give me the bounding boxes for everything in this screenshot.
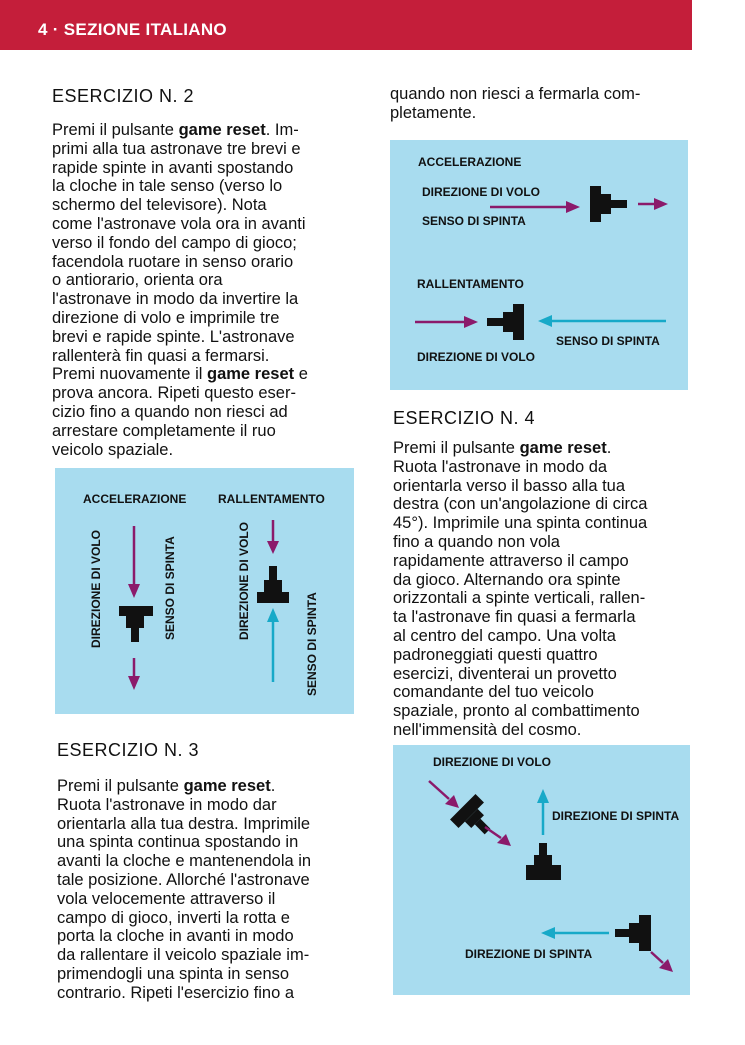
text-line: brevi e rapide spinte. L'astronave	[52, 327, 295, 346]
separator: ·	[52, 20, 59, 39]
text-line: come l'astronave vola ora in avanti	[52, 214, 306, 233]
text-line: veicolo spaziale.	[52, 440, 174, 459]
text-line: Premi il pulsante game reset.	[57, 777, 276, 795]
text-line: rapide spinte in avanti spostando	[52, 158, 294, 177]
page-number: 4	[38, 20, 48, 39]
spaceship-icon-right	[590, 186, 627, 222]
text-line: fino a quando non vola	[393, 532, 560, 551]
exercise-4-text	[393, 439, 693, 740]
text-line: nell'immensità del cosmo.	[393, 720, 582, 739]
text-line: orizzontali a spinte verticali, rallen-	[393, 589, 646, 608]
text-line: vola velocemente attraverso il	[57, 889, 276, 908]
thrust-label-1: SENSO DI SPINTA	[163, 536, 177, 640]
exercise-2-text	[52, 121, 352, 459]
text-line: verso il fondo del campo di gioco;	[52, 233, 297, 252]
spaceship-icon-inverted	[257, 566, 289, 603]
purple-arrow-diagonal-3	[651, 952, 663, 963]
thrust-up-label-c: DIREZIONE DI SPINTA	[552, 809, 680, 823]
spaceship-icon-right-c	[615, 915, 651, 951]
exercise-3-continuation	[390, 85, 690, 123]
text-line: rapidamente attraverso il campo	[393, 551, 629, 570]
text-line: facendola ruotare in senso orario	[52, 252, 294, 271]
text-line: arrestare completamente il ruo	[52, 421, 276, 440]
spaceship-icon-diagonal	[450, 794, 500, 844]
text-line: spaziale, pronto al combattimento	[393, 702, 640, 721]
text-line: 45°). Imprimile una spinta continua	[393, 514, 648, 533]
text-line: orientarla alla tua destra. Imprimile	[57, 814, 311, 833]
text-line: l'astronave in modo da invertire la	[52, 290, 299, 309]
text-line: pletamente.	[390, 103, 477, 122]
thrust-label-2: SENSO DI SPINTA	[305, 592, 319, 696]
text-line: schermo del televisore). Nota	[52, 196, 267, 215]
text-line: Premi il pulsante game reset. Im-	[52, 121, 299, 139]
text-line: direzione di volo e imprimile tre	[52, 308, 280, 327]
text-line: orientarla verso il basso alla tua	[393, 476, 626, 495]
text-line: prova ancora. Ripeti questo eser-	[52, 384, 296, 403]
decel-label-b: RALLENTAMENTO	[417, 277, 524, 291]
exercise-3-text	[57, 777, 362, 1003]
text-line: comandante del tuo veicolo	[393, 683, 594, 702]
flight-dir-label-2: DIREZIONE DI VOLO	[237, 521, 251, 640]
purple-arrow-diagonal-2	[485, 827, 501, 838]
text-line: rallenterà fin quasi a fermarsi.	[52, 346, 270, 365]
exercise-3-heading: ESERCIZIO N. 3	[57, 740, 200, 760]
thrust-label-b: SENSO DI SPINTA	[422, 214, 526, 228]
text-line: contrario. Ripeti l'esercizio fino a	[57, 983, 295, 1002]
text-line: esercizi, diventerai un provetto	[393, 664, 617, 683]
thrust-left-label-c: DIREZIONE DI SPINTA	[465, 947, 593, 961]
text-line: destra (con un'angolazione di circa	[393, 495, 648, 514]
text-line: campo di gioco, inverti la rotta e	[57, 908, 290, 927]
exercise-2-heading: ESERCIZIO N. 2	[52, 86, 195, 106]
spaceship-icon-left	[487, 304, 524, 340]
section-header-text	[38, 20, 227, 40]
text-line: padroneggiati questi quattro	[393, 645, 598, 664]
flight-dir-label-1: DIREZIONE DI VOLO	[89, 529, 103, 648]
diagram-diagonal-thrust	[393, 745, 690, 995]
flight-dir-label-c: DIREZIONE DI VOLO	[433, 755, 552, 769]
text-line: quando non riesci a fermarla com-	[390, 85, 641, 103]
text-line: una spinta continua spostando in	[57, 833, 299, 852]
text-line: ta l'astronave fin quasi a fermarla	[393, 608, 636, 627]
text-line: da rallentare il veicolo spaziale im-	[57, 946, 310, 965]
spaceship-icon-center	[526, 843, 561, 880]
text-line: Premi il pulsante game reset.	[393, 439, 612, 457]
text-line: Premi nuovamente il game reset e	[52, 365, 308, 384]
text-line: Ruota l'astronave in modo dar	[57, 795, 277, 814]
flight-dir-label-b: DIREZIONE DI VOLO	[422, 185, 541, 199]
exercise-4-heading: ESERCIZIO N. 4	[393, 408, 536, 428]
diagram-horizontal-thrust	[390, 140, 688, 390]
text-line: o antiorario, orienta ora	[52, 271, 223, 290]
text-line: tale posizione. Allorché l'astronave	[57, 870, 310, 889]
text-line: la cloche in tale senso (verso lo	[52, 177, 283, 196]
text-line: porta la cloche in avanti in modo	[57, 927, 294, 946]
accel-label: ACCELERAZIONE	[83, 492, 187, 506]
text-line: da gioco. Alternando ora spinte	[393, 570, 621, 589]
text-line: cizio fino a quando non riesci ad	[52, 402, 288, 421]
text-line: avanti la cloche e mantenendola in	[57, 852, 312, 871]
text-line: Ruota l'astronave in modo da	[393, 457, 608, 476]
accel-label-b: ACCELERAZIONE	[418, 155, 522, 169]
thrust-label-b2: SENSO DI SPINTA	[556, 334, 660, 348]
text-line: al centro del campo. Una volta	[393, 626, 616, 645]
section-header	[0, 0, 692, 50]
purple-arrow-diagonal	[429, 781, 449, 799]
decel-label: RALLENTAMENTO	[218, 492, 325, 506]
section-title: SEZIONE ITALIANO	[63, 20, 227, 39]
flight-dir-label-b2: DIREZIONE DI VOLO	[417, 350, 536, 364]
diagram-vertical-thrust	[55, 468, 354, 714]
text-line: primi alla tua astronave tre brevi e	[52, 139, 301, 158]
text-line: primendogli una spinta in senso	[57, 964, 290, 983]
spaceship-icon	[119, 606, 153, 642]
